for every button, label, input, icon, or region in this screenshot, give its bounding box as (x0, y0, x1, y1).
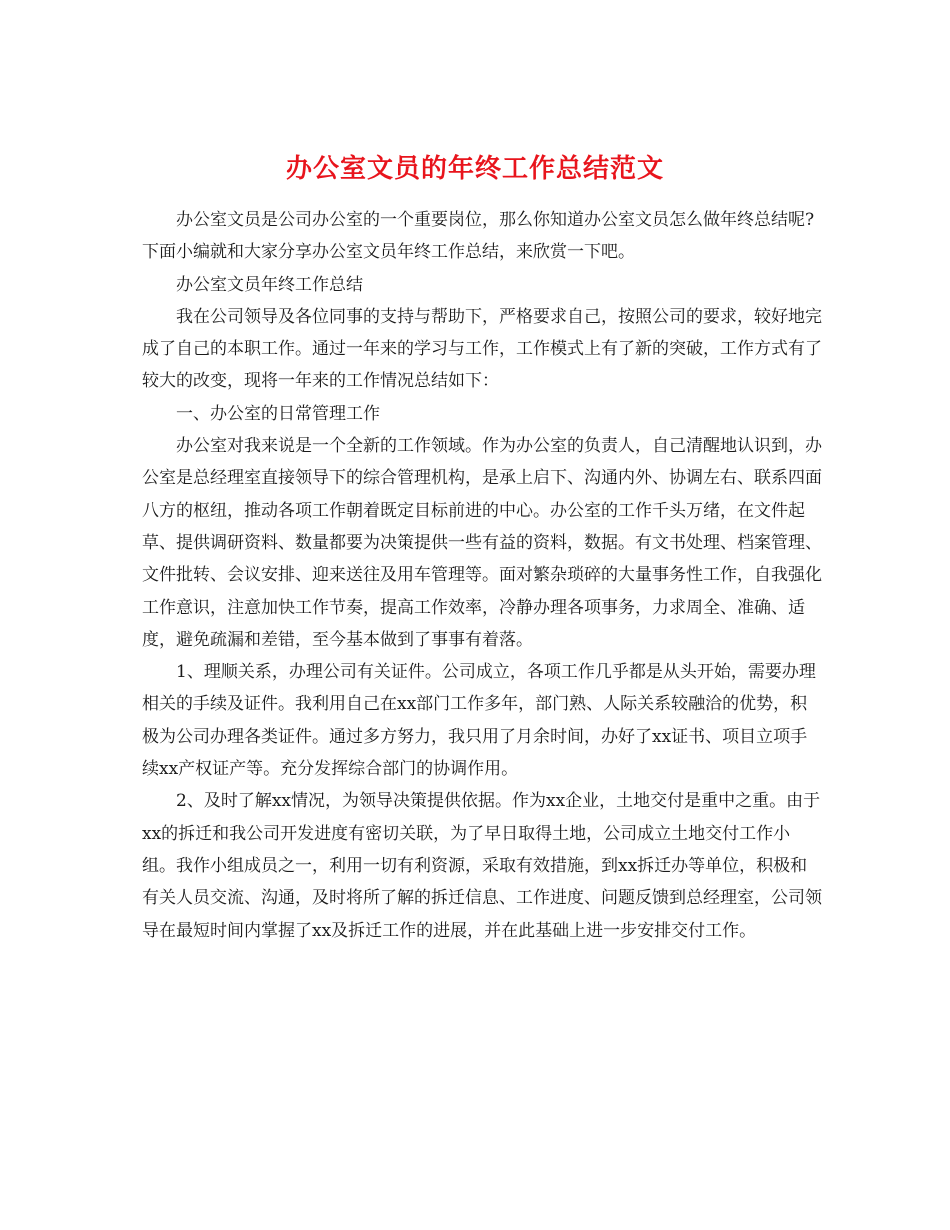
paragraph-intro: 办公室文员是公司办公室的一个重要岗位，那么你知道办公室文员怎么做年终总结呢?下面小编就和大家分享办公室文员年终工作总结，来欣赏一下吧。 (142, 210, 815, 263)
section-heading-daily-management: 一、办公室的日常管理工作 (176, 403, 380, 424)
paragraph-item-1: 1、理顺关系，办理公司有关证件。公司成立，各项工作几乎都是从头开始，需要办理相关的手续及证件。我利用自己在xx部门工作多年，部门熟、人际关系较融洽的优势，积极为公司办理各类证件。通过多方努力，我只用了月余时间，办好了xx证书、项目立项手续xx产权证产等。充分发挥综合部门的协调作用。 (142, 662, 816, 780)
paragraph-opening: 我在公司领导及各位同事的支持与帮助下，严格要求自己，按照公司的要求，较好地完成了自己的本职工作。通过一年来的学习与工作，工作模式上有了新的突破，工作方式有了较大的改变，现将一年来的工作情况总结如下： (142, 306, 822, 392)
paragraph-subtitle: 办公室文员年终工作总结 (176, 274, 363, 295)
paragraph-office-overview: 办公室对我来说是一个全新的工作领域。作为办公室的负责人，自己清醒地认识到，办公室是总经理室直接领导下的综合管理机构，是承上启下、沟通内外、协调左右、联系四面八方的枢纽，推动各项工作朝着既定目标前进的中心。办公室的工作千头万绪，在文件起草、提供调研资料、数量都要为决策提供一些有益的资料，数据。有文书处理、档案管理、文件批转、会议安排、迎来送往及用车管理等。面对繁杂琐碎的大量事务性工作，自我强化工作意识，注意加快工作节奏，提高工作效率，冷静办理各项事务，力求周全、准确、适度，避免疏漏和差错，至今基本做到了事事有着落。 (142, 436, 822, 650)
paragraph-item-2: 2、及时了解xx情况，为领导决策提供依据。作为xx企业，土地交付是重中之重。由于xx的拆迁和我公司开发进度有密切关联，为了早日取得土地，公司成立土地交付工作小组。我作小组成员之一，利用一切有利资源，采取有效措施，到xx拆迁办等单位，积极和有关人员交流、沟通，及时将所了解的拆迁信息、工作进度、问题反馈到总经理室，公司领导在最短时间内掌握了xx及拆迁工作的进展，并在此基础上进一步安排交付工作。 (142, 791, 822, 941)
document-title: 办公室文员的年终工作总结范文 (285, 154, 664, 185)
document-body (142, 204, 822, 947)
